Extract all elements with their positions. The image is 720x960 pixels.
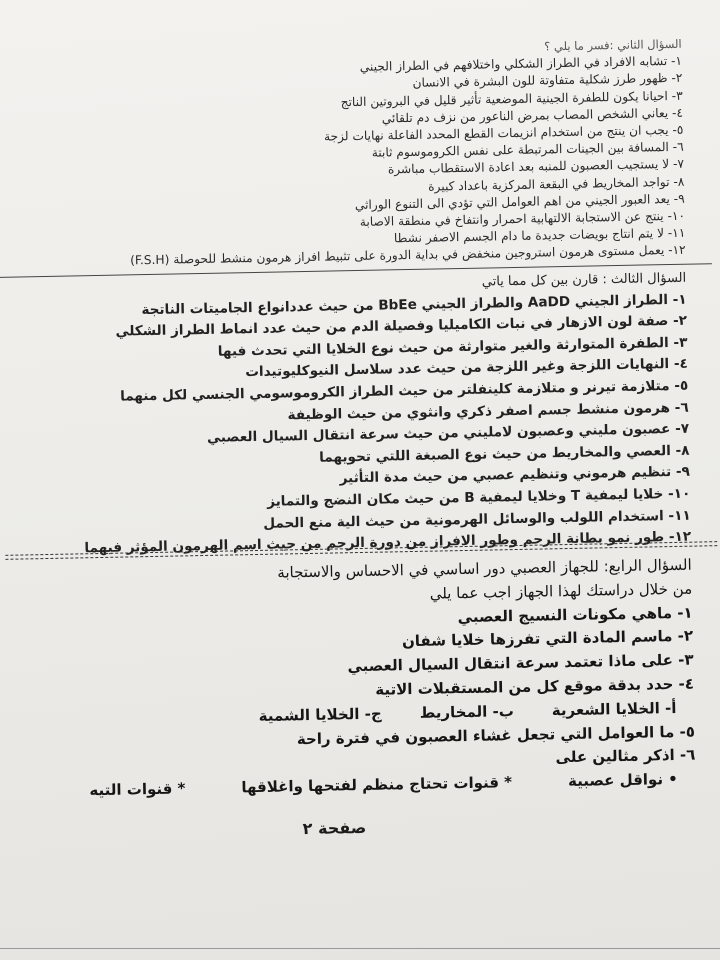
question-four-item: ٢- ماسم المادة التي تفرزها خلايا شفان [401,627,694,651]
page-number: صفحة ٢ [302,817,367,839]
question-two-item: ١١- لا يتم انتاج بويضات جديدة ما دام الجسم الاصفر نشطا [393,225,686,246]
question-three-item: ١- الطراز الجيني AaDD والطراز الجيني BbEe من حيث عددانواع الجاميتات الناتجة [141,291,687,318]
question-four-item: ١- ماهي مكونات النسيج العصبي [457,603,693,626]
question-four-item: ٤- حدد بدقة موقع كل من المستقبلات الاتية [375,674,695,699]
question-three-title: السؤال الثالث : قارن بين كل مما ياتي [481,270,687,290]
question-three-item: ٢- صفة لون الازهار في نبات الكاميليا وفصيلة الدم من حيث عدد انماط الطراز الشكلي [115,312,688,340]
question-four-title: السؤال الرابع: للجهاز العصبي دور اساسي في الاحساس والاستجابة [277,555,692,582]
question-three-item: ١١- استخدام اللولب والوسائل الهرمونية من حيث الية منع الحمل [263,507,691,532]
question-two-item: ٧- لا يستجيب العصبون للمنبه بعد اعادة الاستقطاب مباشرة [387,157,685,177]
question-three-item: ٩- تنظيم هرموني وتنظيم عصبي من حيث مدة التأثير [339,464,691,487]
receptor-option: ب- المخاريط [419,701,515,722]
question-two-item: ١- تشابه الافراد في الطراز الشكلي واختلافهم في الطراز الجيني [359,53,683,75]
receptor-option: أ- الخلايا الشعرية [551,698,677,720]
question-two-section [32,36,686,272]
question-four-item: ٣- على ماذا تعتمد سرعة انتقال السيال العصبي [347,650,694,676]
question-three-item: ٧- عصبون مليني وعصبون لامليني من حيث سرعة انتقال السيال العصبي [206,420,690,447]
question-three-item: ٤- النهايات اللزجة وغير اللزجة من حيث عدد سلاسل النيوكليوتيدات [245,356,688,381]
question-three-item: ١٠- خلايا ليمفية T وخلايا ليمفية B من حيث مكان النضج والتمايز [267,485,691,510]
receptor-option: ج- الخلايا الشمية [258,704,382,725]
question-four-item: ٥- ما العوامل التي تجعل غشاء العصبون في فترة راحة [296,722,696,748]
question-three-item: ٣- الطفرة المتوارثة والغير متوارثة من حيث نوع الخلايا التي تحدث فيها [217,334,688,360]
page-bottom-edge [0,948,720,949]
question-four-subtitle: من خلال دراستك لهذا الجهاز اجب عما يلي [429,579,693,603]
example-option: * قنوات التيه [89,779,186,800]
question-two-item: ٦- المسافة بين الجينات المرتبطة على نفس الكروموسوم ثابتة [371,139,684,160]
question-three-section [6,268,691,562]
example-option: • نواقل عصبية [567,770,678,791]
question-two-title: السؤال الثاني :فسر ما يلي ؟ [544,36,682,54]
question-two-item: ٩- يعد العبور الجيني من اهم العوامل التي تؤدي الى التنوع الوراثي [354,191,685,212]
question-four-item: ٦- اذكر مثالين على [555,745,696,767]
question-three-item: ٥- متلازمة تيرنر و متلازمة كلينفلتر من حيث الطراز الكروموسومي الجنسي لكل منهما [119,377,689,405]
question-three-item: ٨- العصي والمخاريط من حيث نوع الصبغة اللتي تحويهما [319,442,690,466]
question-two-item: ٨- تواجد المخاريط في البقعة المركزية باعداد كبيرة [428,174,685,194]
question-two-item: ٢- ظهور طرز شكلية متفاوتة للون البشرة في الانسان [412,71,683,91]
question-two-item: ٣- احيانا يكون للطفرة الجينية الموضعية تأثير قليل في البروتين الناتج [340,88,683,109]
example-option: * قنوات تحتاج منظم لفتحها واغلاقها [241,773,513,797]
question-two-item: ٤- يعاني الشخص المصاب بمرض الناعور من نزف دم تلقائي [381,105,684,126]
question-three-item: ٦- هرمون منشط جسم اصفر ذكري وانثوي من حيث الوظيفة [287,399,689,423]
question-two-item: ١٢- يعمل مستوى هرمون استروجين منخفض في بداية الدورة على تثبيط افراز هرمون منشط للحوصلة (F.S.H) [130,243,686,268]
question-four-section [52,554,696,804]
question-three-item: ١٢- طور نمو بطانة الرحم وطور الافراز من دورة الرحم من حيث اسم الهرمون المؤثر فيهما [84,528,692,557]
question-two-item: ١٠- ينتج عن الاستجابة الالتهابية احمرار وانتفاخ في منطقة الاصابة [359,208,686,229]
question-two-item: ٥- يجب ان ينتج من استخدام انزيمات القطع المحدد الفاعلة نهايات لزجة [323,122,684,144]
